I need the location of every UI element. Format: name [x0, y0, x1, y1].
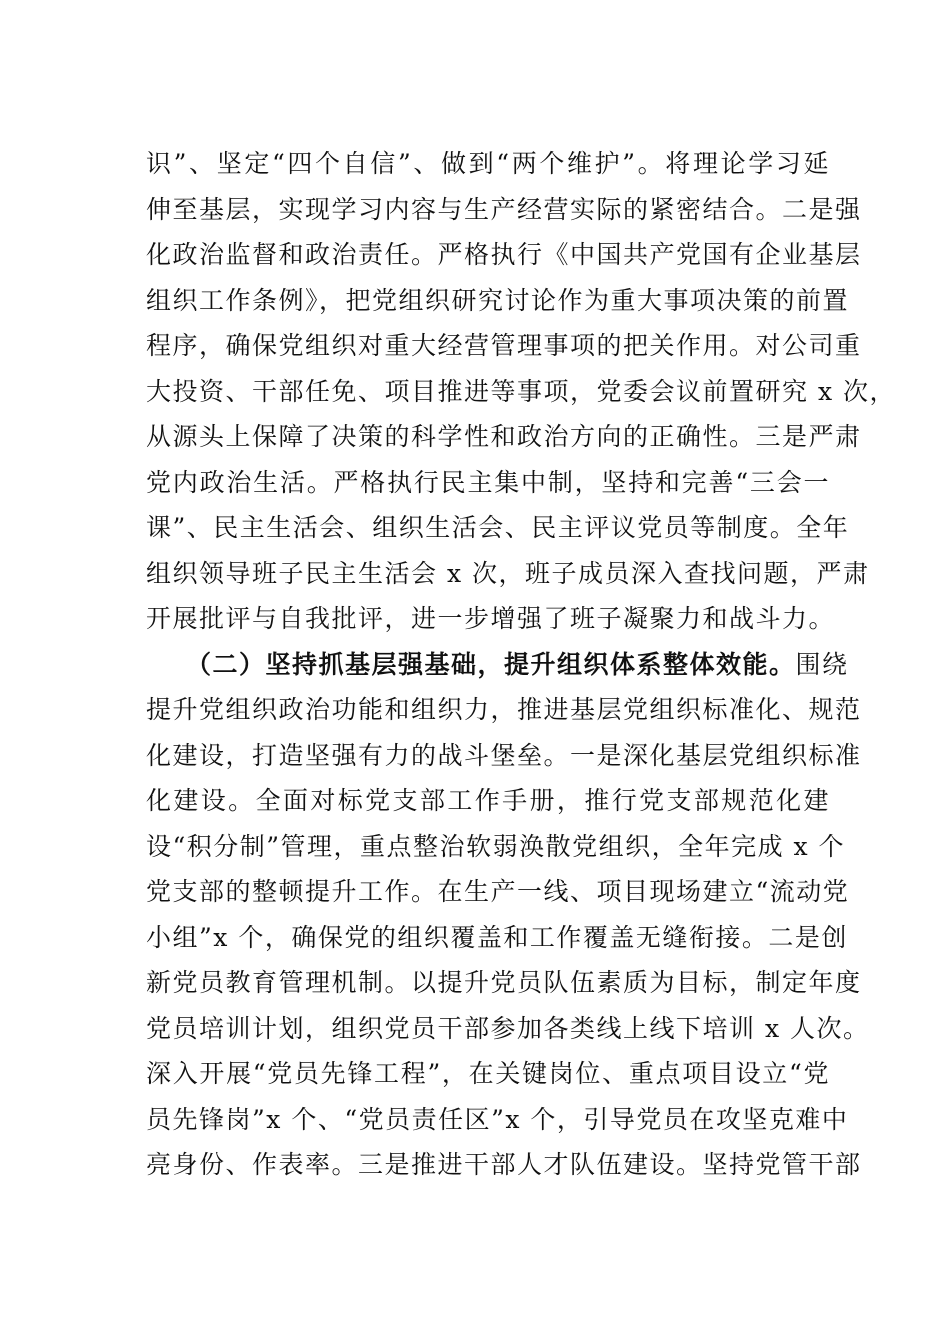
section-heading-line [146, 642, 849, 688]
text-line: 化建设。全面对标党支部工作手册，推行党支部规范化建 [146, 786, 830, 815]
text-line: 组织领导班子民主生活会 x 次，班子成员深入查找问题，严肃 [146, 558, 870, 588]
text-line: 大投资、干部任免、项目推进等事项，党委会议前置研究 x 次， [146, 376, 896, 406]
text-line: 化政治监督和政治责任。严格执行《中国共产党国有企业基层 [146, 240, 862, 269]
text-line: 小组”x 个，确保党的组织覆盖和工作覆盖无缝衔接。二是创 [146, 922, 848, 952]
text-line: 提升党组织政治功能和组织力，推进基层党组织标准化、规范 [146, 695, 862, 724]
text-line: 识”、坚定“四个自信”、做到“两个维护”。将理论学习延 [146, 149, 830, 178]
text-line: 党内政治生活。严格执行民主集中制，坚持和完善“三会一 [146, 467, 830, 497]
text-line: 程序，确保党组织对重大经营管理事项的把关作用。对公司重 [146, 331, 862, 360]
text-line: 伸至基层，实现学习内容与生产经营实际的紧密结合。二是强 [146, 194, 862, 224]
text-line: 从源头上保障了决策的科学性和政治方向的正确性。三是严肃 [146, 422, 862, 451]
section-heading-tail: 围绕 [795, 649, 849, 679]
text-line: 深入开展“党员先锋工程”，在关键岗位、重点项目设立“党 [146, 1059, 830, 1088]
text-line: 组织工作条例》，把党组织研究讨论作为重大事项决策的前置 [146, 285, 850, 315]
text-line: 员先锋岗”x 个、“党员责任区”x 个，引导党员在攻坚克难中 [146, 1104, 849, 1134]
body-text [146, 141, 896, 1188]
section-heading: （二）坚持抓基层强基础，提升组织体系整体效能。 [186, 649, 796, 679]
text-line: 开展批评与自我批评，进一步增强了班子凝聚力和战斗力。 [146, 604, 836, 633]
text-line: 课”、民主生活会、组织生活会、民主评议党员等制度。全年 [146, 513, 850, 542]
text-line: 党员培训计划，组织党员干部参加各类线上线下培训 x 人次。 [146, 1013, 870, 1043]
text-line: 党支部的整顿提升工作。在生产一线、项目现场建立“流动党 [146, 877, 850, 906]
text-line: 新党员教育管理机制。以提升党员队伍素质为目标，制定年度 [146, 968, 862, 997]
text-line: 设“积分制”管理，重点整治软弱涣散党组织，全年完成 x 个 [146, 831, 846, 861]
text-line: 亮身份、作表率。三是推进干部人才队伍建设。坚持党管干部 [146, 1150, 862, 1179]
text-line: 化建设，打造坚强有力的战斗堡垒。一是深化基层党组织标准 [146, 740, 862, 770]
